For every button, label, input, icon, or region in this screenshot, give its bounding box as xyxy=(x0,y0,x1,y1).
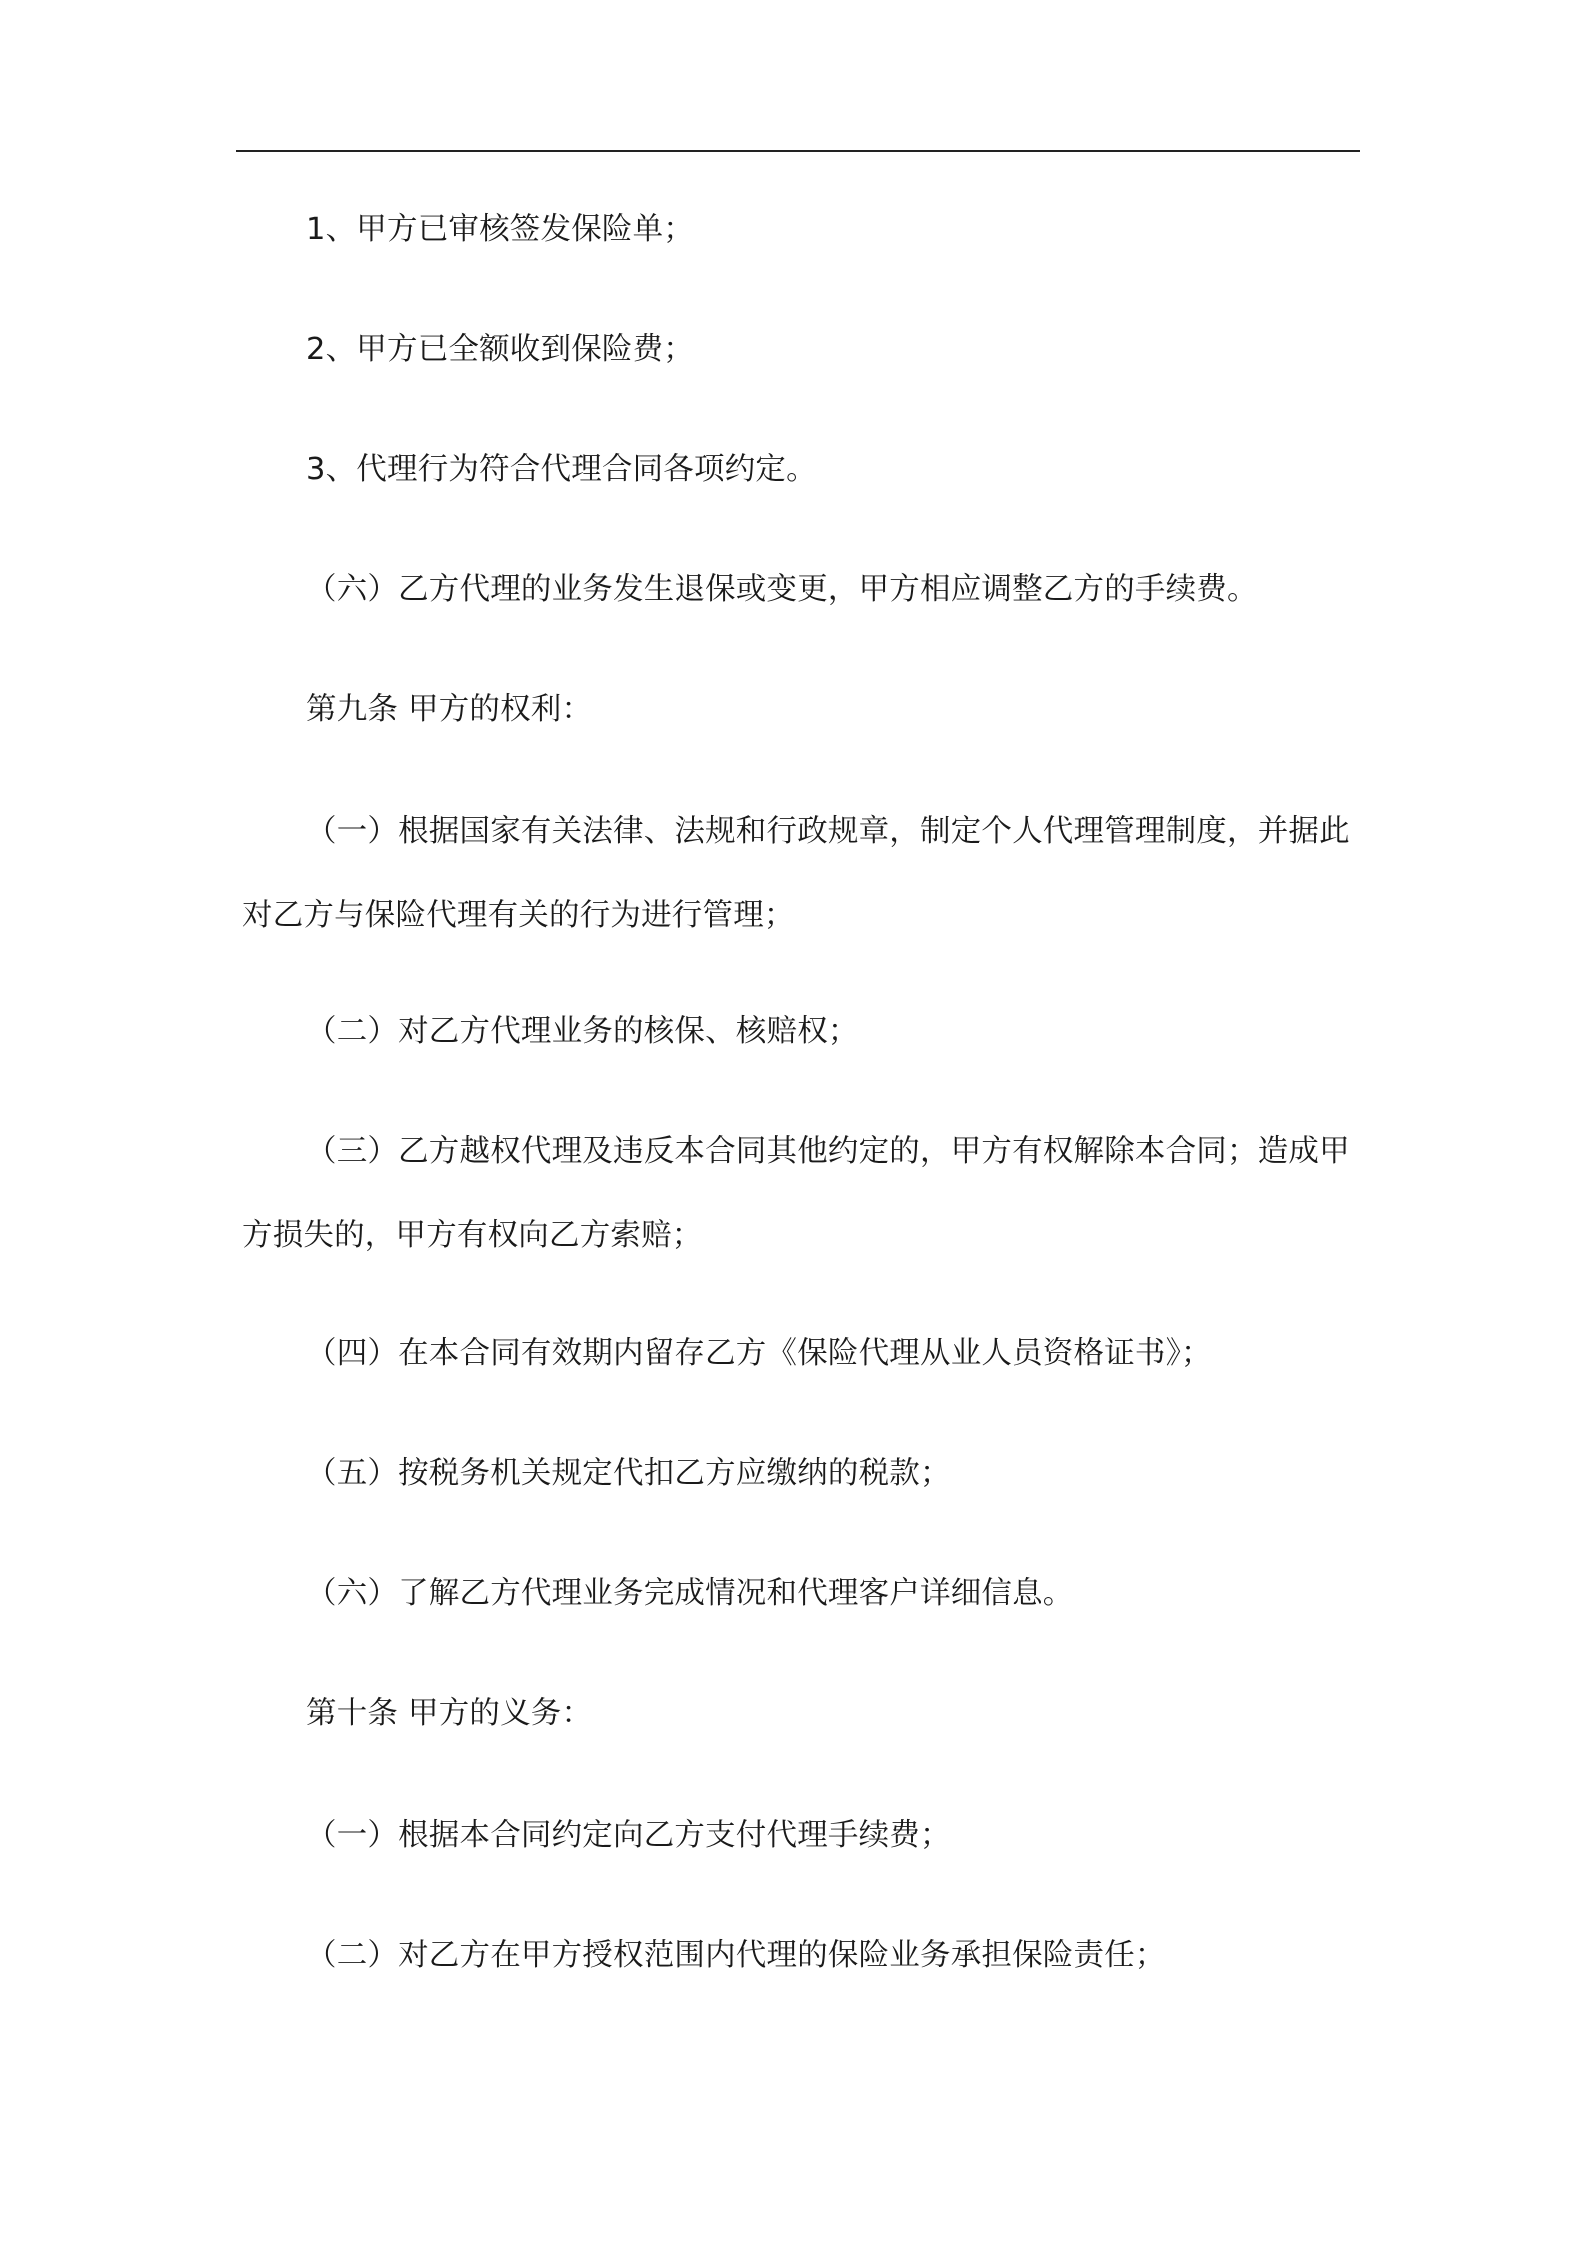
header-rule xyxy=(236,150,1360,152)
paragraph-condition-2: 2、甲方已全额收到保险费； xyxy=(306,332,695,367)
paragraph-rights-6: （六）了解乙方代理业务完成情况和代理客户详细信息。 xyxy=(306,1576,1074,1611)
paragraph-duties-2: （二）对乙方在甲方授权范围内代理的保险业务承担保险责任； xyxy=(306,1938,1166,1973)
paragraph-duties-1: （一）根据本合同约定向乙方支付代理手续费； xyxy=(306,1818,951,1853)
paragraph-rights-1: （一）根据国家有关法律、法规和行政规章，制定个人代理管理制度，并据此对乙方与保险代理有关的行为进行管理； xyxy=(242,814,1350,933)
paragraph-rights-4: （四）在本合同有效期内留存乙方《保险代理从业人员资格证书》； xyxy=(306,1336,1212,1371)
paragraph-rights-5: （五）按税务机关规定代扣乙方应缴纳的税款； xyxy=(306,1456,951,1491)
paragraph-rights-2: （二）对乙方代理业务的核保、核赔权； xyxy=(306,1014,859,1049)
article-9-heading: 第九条 甲方的权利： xyxy=(306,692,593,727)
paragraph-condition-1: 1、甲方已审核签发保险单； xyxy=(306,212,695,247)
paragraph-rights-3: （三）乙方越权代理及违反本合同其他约定的，甲方有权解除本合同；造成甲方损失的，甲方有权向乙方索赔； xyxy=(242,1134,1350,1253)
article-10-heading: 第十条 甲方的义务： xyxy=(306,1696,593,1731)
paragraph-item-6-refund: （六）乙方代理的业务发生退保或变更，甲方相应调整乙方的手续费。 xyxy=(306,572,1258,607)
paragraph-condition-3: 3、代理行为符合代理合同各项约定。 xyxy=(306,452,817,487)
